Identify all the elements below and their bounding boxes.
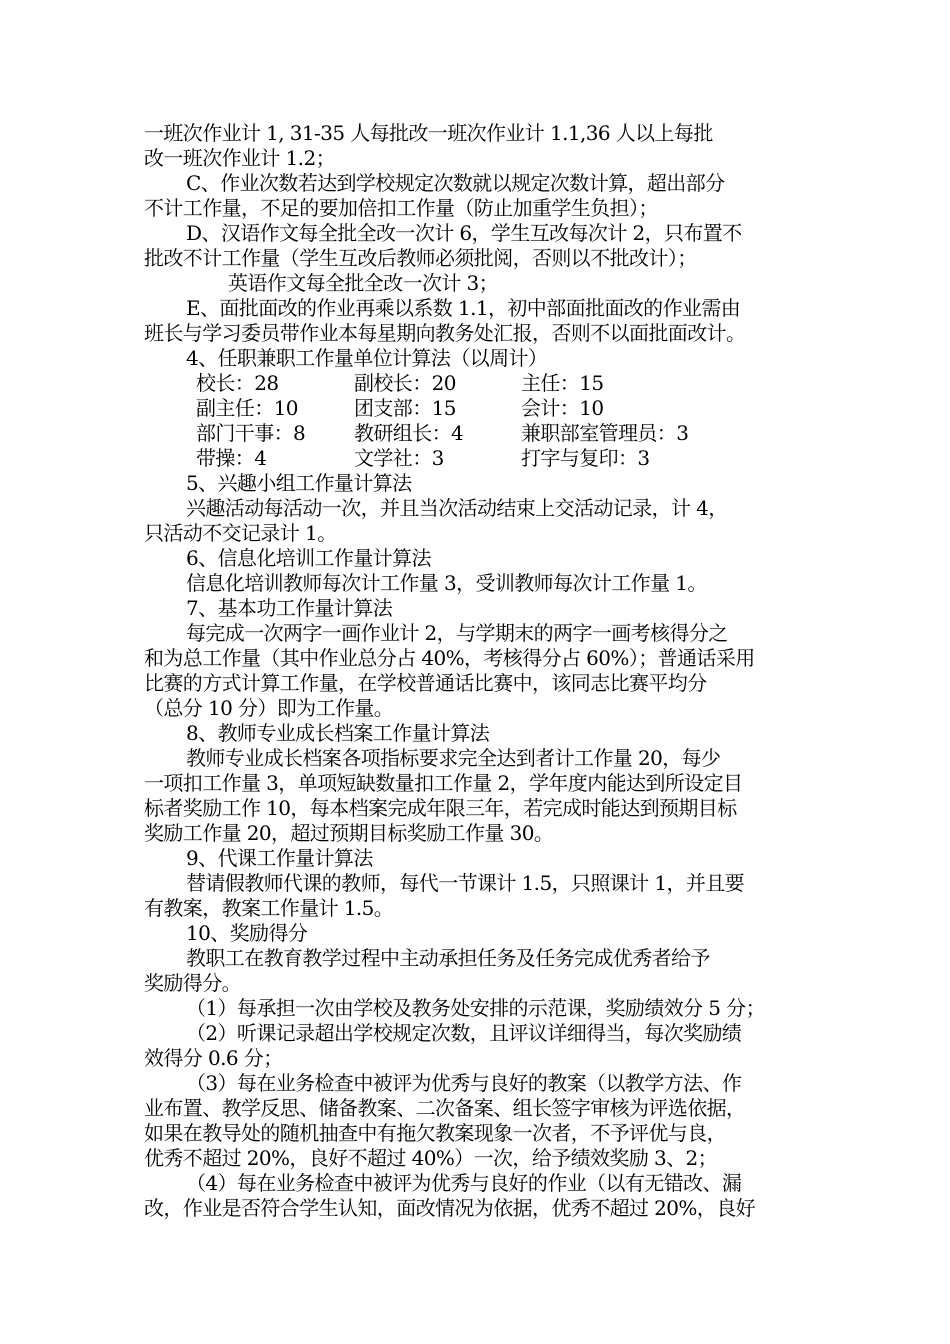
text-line: 6、信息化培训工作量计算法 [186, 546, 431, 570]
text-line: C、作业次数若达到学校规定次数就以规定次数计算，超出部分 [186, 171, 725, 195]
text-line: 比赛的方式计算工作量，在学校普通话比赛中，该同志比赛平均分 [144, 671, 707, 695]
text-line: 优秀不超过 20%，良好不超过 40%）一次，给予绩效奖励 3、2； [144, 1146, 718, 1170]
text-line: 奖励得分。 [144, 971, 241, 995]
table-row [144, 421, 834, 446]
text-line: 和为总工作量（其中作业总分占 40%，考核得分占 60%）；普通话采用 [144, 646, 755, 670]
text-line: 10、奖励得分 [186, 921, 308, 945]
text-line: 英语作文每全批全改一次计 3； [228, 271, 499, 295]
text-line: 一班次作业计 1, 31-35 人每批改一班次作业计 1.1,36 人以上每批 [144, 121, 713, 145]
text-line: 教师专业成长档案各项指标要求完全达到者计工作量 20，每少 [186, 746, 721, 770]
table-cell: 带操：4 [196, 446, 267, 470]
paragraph-block [144, 121, 834, 371]
text-line: 7、基本功工作量计算法 [186, 596, 393, 620]
table-row [144, 446, 834, 471]
text-line: 如果在教导处的随机抽查中有拖欠教案现象一次者，不予评优与良， [144, 1121, 726, 1145]
paragraph-block [144, 471, 834, 1221]
text-line: （4）每在业务检查中被评为优秀与良好的作业（以有无错改、漏 [186, 1171, 742, 1195]
text-line: 改一班次作业计 1.2； [144, 146, 335, 170]
text-line: 8、教师专业成长档案工作量计算法 [186, 721, 490, 745]
table-cell: 兼职部室管理员：3 [521, 421, 689, 445]
text-line: 效得分 0.6 分； [144, 1046, 283, 1070]
text-line: E、面批面改的作业再乘以系数 1.1，初中部面批面改的作业需由 [186, 296, 741, 320]
text-line: 一项扣工作量 3，单项短缺数量扣工作量 2，学年度内能达到所设定目 [144, 771, 743, 795]
text-line: （1）每承担一次由学校及教务处安排的示范课，奖励绩效分 5 分； [186, 996, 765, 1020]
text-line: 兴趣活动每活动一次，并且当次活动结束上交活动记录，计 4， [186, 496, 728, 520]
table-cell: 文学社：3 [354, 446, 444, 470]
text-line: 教职工在教育教学过程中主动承担任务及任务完成优秀者给予 [186, 946, 710, 970]
table-cell: 打字与复印：3 [521, 446, 650, 470]
table-cell: 会计：10 [521, 396, 604, 420]
text-line: 业布置、教学反思、储备教案、二次备案、组长签字审核为评选依据， [144, 1096, 746, 1120]
workload-table [144, 371, 834, 471]
text-line: （3）每在业务检查中被评为优秀与良好的教案（以教学方法、作 [186, 1071, 742, 1095]
text-line: D、汉语作文每全批全改一次计 6，学生互改每次计 2，只布置不 [186, 221, 742, 245]
text-line: 替请假教师代课的教师，每代一节课计 1.5，只照课计 1，并且要 [186, 871, 745, 895]
text-line: 信息化培训教师每次计工作量 3，受训教师每次计工作量 1。 [186, 571, 707, 595]
text-line: 奖励工作量 20，超过预期目标奖励工作量 30。 [144, 821, 554, 845]
text-line: （2）听课记录超出学校规定次数，且评议详细得当，每次奖励绩 [186, 1021, 742, 1045]
text-line: 不计工作量，不足的要加倍扣工作量（防止加重学生负担）； [144, 196, 658, 220]
text-line: 每完成一次两字一画作业计 2，与学期末的两字一画考核得分之 [186, 621, 728, 645]
table-row [144, 371, 834, 396]
table-cell: 部门干事：8 [196, 421, 306, 445]
table-cell: 副校长：20 [354, 371, 456, 395]
text-line: 5、兴趣小组工作量计算法 [186, 471, 412, 495]
text-line: 标者奖励工作 10，每本档案完成年限三年，若完成时能达到预期目标 [144, 796, 737, 820]
text-line: （总分 10 分）即为工作量。 [144, 696, 394, 720]
text-line: 批改不计工作量（学生互改后教师必须批阅，否则以不批改计）； [144, 246, 697, 270]
text-line: 只活动不交记录计 1。 [144, 521, 337, 545]
table-cell: 主任：15 [521, 371, 604, 395]
text-line: 9、代课工作量计算法 [186, 846, 373, 870]
table-cell: 教研组长：4 [354, 421, 464, 445]
table-cell: 副主任：10 [196, 396, 298, 420]
text-line: 4、任职兼职工作量单位计算法（以周计） [186, 346, 548, 370]
text-line: 有教案，教案工作量计 1.5。 [144, 896, 394, 920]
text-line: 改，作业是否符合学生认知，面改情况为依据，优秀不超过 20%，良好 [144, 1196, 756, 1220]
table-row [144, 396, 834, 421]
table-cell: 团支部：15 [354, 396, 456, 420]
text-line: 班长与学习委员带作业本每星期向教务处汇报，否则不以面批面改计。 [144, 321, 746, 345]
table-cell: 校长：28 [196, 371, 279, 395]
document-body [144, 121, 834, 1221]
